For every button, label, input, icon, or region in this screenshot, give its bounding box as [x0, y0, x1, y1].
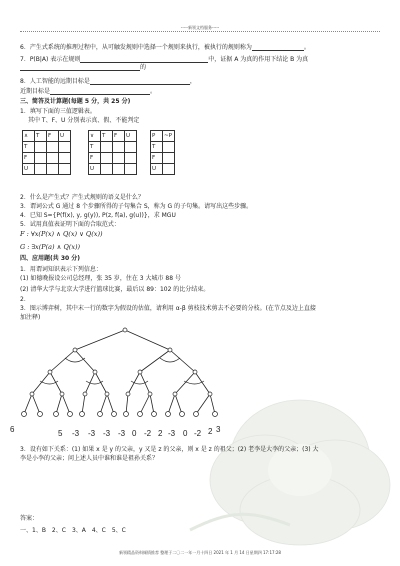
answer-blank — [50, 88, 150, 95]
page-header: -----新领文档服务----- — [0, 25, 400, 35]
leaf-value: 5 — [58, 429, 63, 438]
calc-q3: 3．谓词公式 G 通过 8 个步骤所得的子句集合 S，称为 G 的子句集。请写出这些步骤。 — [20, 203, 253, 210]
leaf-value: -3 — [103, 429, 111, 438]
question-7: 7．P(B|A) 表示在规则 中，证据 A 为真的作用下结论 B 为真 — [20, 56, 309, 63]
question-8: 8．人工智能的远期目标是 ， — [20, 78, 196, 85]
leaf-value: -3 — [72, 429, 80, 438]
section-3-heading: 三、简答及计算题(每题 5 分，共 25 分) — [20, 98, 131, 105]
question-6: 6．产生式系统的推理过程中，从可触发规则中选择一个规则来执行，被执行的规则称为 。 — [20, 44, 310, 51]
answer-blank — [20, 64, 140, 71]
leaf-value: 0 — [183, 429, 188, 438]
answer-key: 一、1、B 2、C 3、A 4、C 5、C — [20, 527, 126, 534]
question-8-cont: 近期目标是 。 — [20, 88, 157, 95]
truth-table-or: ∨ T F U T F U — [88, 130, 137, 175]
leaf-value: 3 — [216, 425, 221, 434]
app-q1-part1: (1) 如德晚报设公司总经理，张 35 岁，住在 3 大城市 88 号 — [20, 275, 181, 282]
operator-cell: ∨ — [89, 131, 101, 142]
truth-table-not: P ~P T F U — [150, 130, 175, 175]
question-7-cont: 的 — [20, 64, 146, 71]
leaf-value: 2 — [158, 429, 163, 438]
leaf-value: -3 — [88, 429, 96, 438]
app-q3: 3．图示博弈树，其中末一行的数字为假设的估值，请利用 α-β 剪枝技术剪去不必要的分枝。(在节点及边上直接 — [20, 305, 316, 312]
page-footer: 新领精品资料倾情推荐 整理于二〇二一年一月十四日 2021 年 1 月 14 日星期四 17:17:28 — [119, 550, 281, 555]
leaf-value: 2 — [208, 427, 213, 436]
leaf-value: -2 — [194, 429, 202, 438]
leaf-value: -3 — [118, 429, 126, 438]
answer-blank — [90, 78, 190, 85]
truth-table-and: ∧ T F U T F U — [22, 130, 71, 175]
formula-f: F : ∀x(P(x) ∧ Q(x) ∨ Q(x)) — [20, 230, 103, 238]
answer-label: 答案： — [20, 515, 39, 522]
calc-q1: 1．填写下面的三值逻辑表。 — [20, 108, 96, 115]
answer-blank — [252, 44, 304, 51]
leaf-value: -2 — [144, 429, 152, 438]
operator-cell: ∧ — [23, 131, 35, 142]
leaf-value: -3 — [168, 429, 176, 438]
app-q3-cont: 加注释) — [20, 314, 41, 321]
calc-q1-note: 其中 T、F、U 分别表示真、假、不能判定 — [28, 117, 140, 124]
leaf-value: 6 — [10, 425, 15, 434]
formula-g: G : ∃x(P(a) ∧ Q(x)) — [20, 243, 81, 251]
app-q1: 1．用谓词知识表示下列信息： — [20, 266, 102, 273]
app-q1-part2: (2) 清华大学与北京大学进行篮球比赛，最后以 89：102 的比分结束。 — [20, 286, 210, 293]
app-q2: 2． — [20, 296, 30, 303]
calc-q2: 2．什么是产生式？产生式规则的语义是什么？ — [20, 194, 144, 201]
game-tree-diagram — [10, 322, 250, 447]
section-4-heading: 四、应用题(共 30 分) — [20, 255, 81, 262]
leaf-value: 0 — [132, 429, 137, 438]
calc-q4: 4．已知 S={P(f(x), y, g(y)), P(z, f(a), g(u))}，求 MGU — [20, 212, 176, 219]
calc-q5: 5．试用真值表证明下面的合取范式： — [20, 221, 120, 228]
app-q4-cont: 李是小李的父亲；问上述人员中谁和谁是祖孙关系？ — [20, 455, 159, 462]
answer-blank — [80, 56, 208, 63]
operator-cell: P — [151, 131, 163, 142]
app-q4: 3．设有如下关系：(1) 如果 x 是 y 的父亲，y 又是 z 的父亲，则 x 是 z 的祖父；(2) 老李是大李的父亲；(3) 大 — [20, 446, 319, 453]
